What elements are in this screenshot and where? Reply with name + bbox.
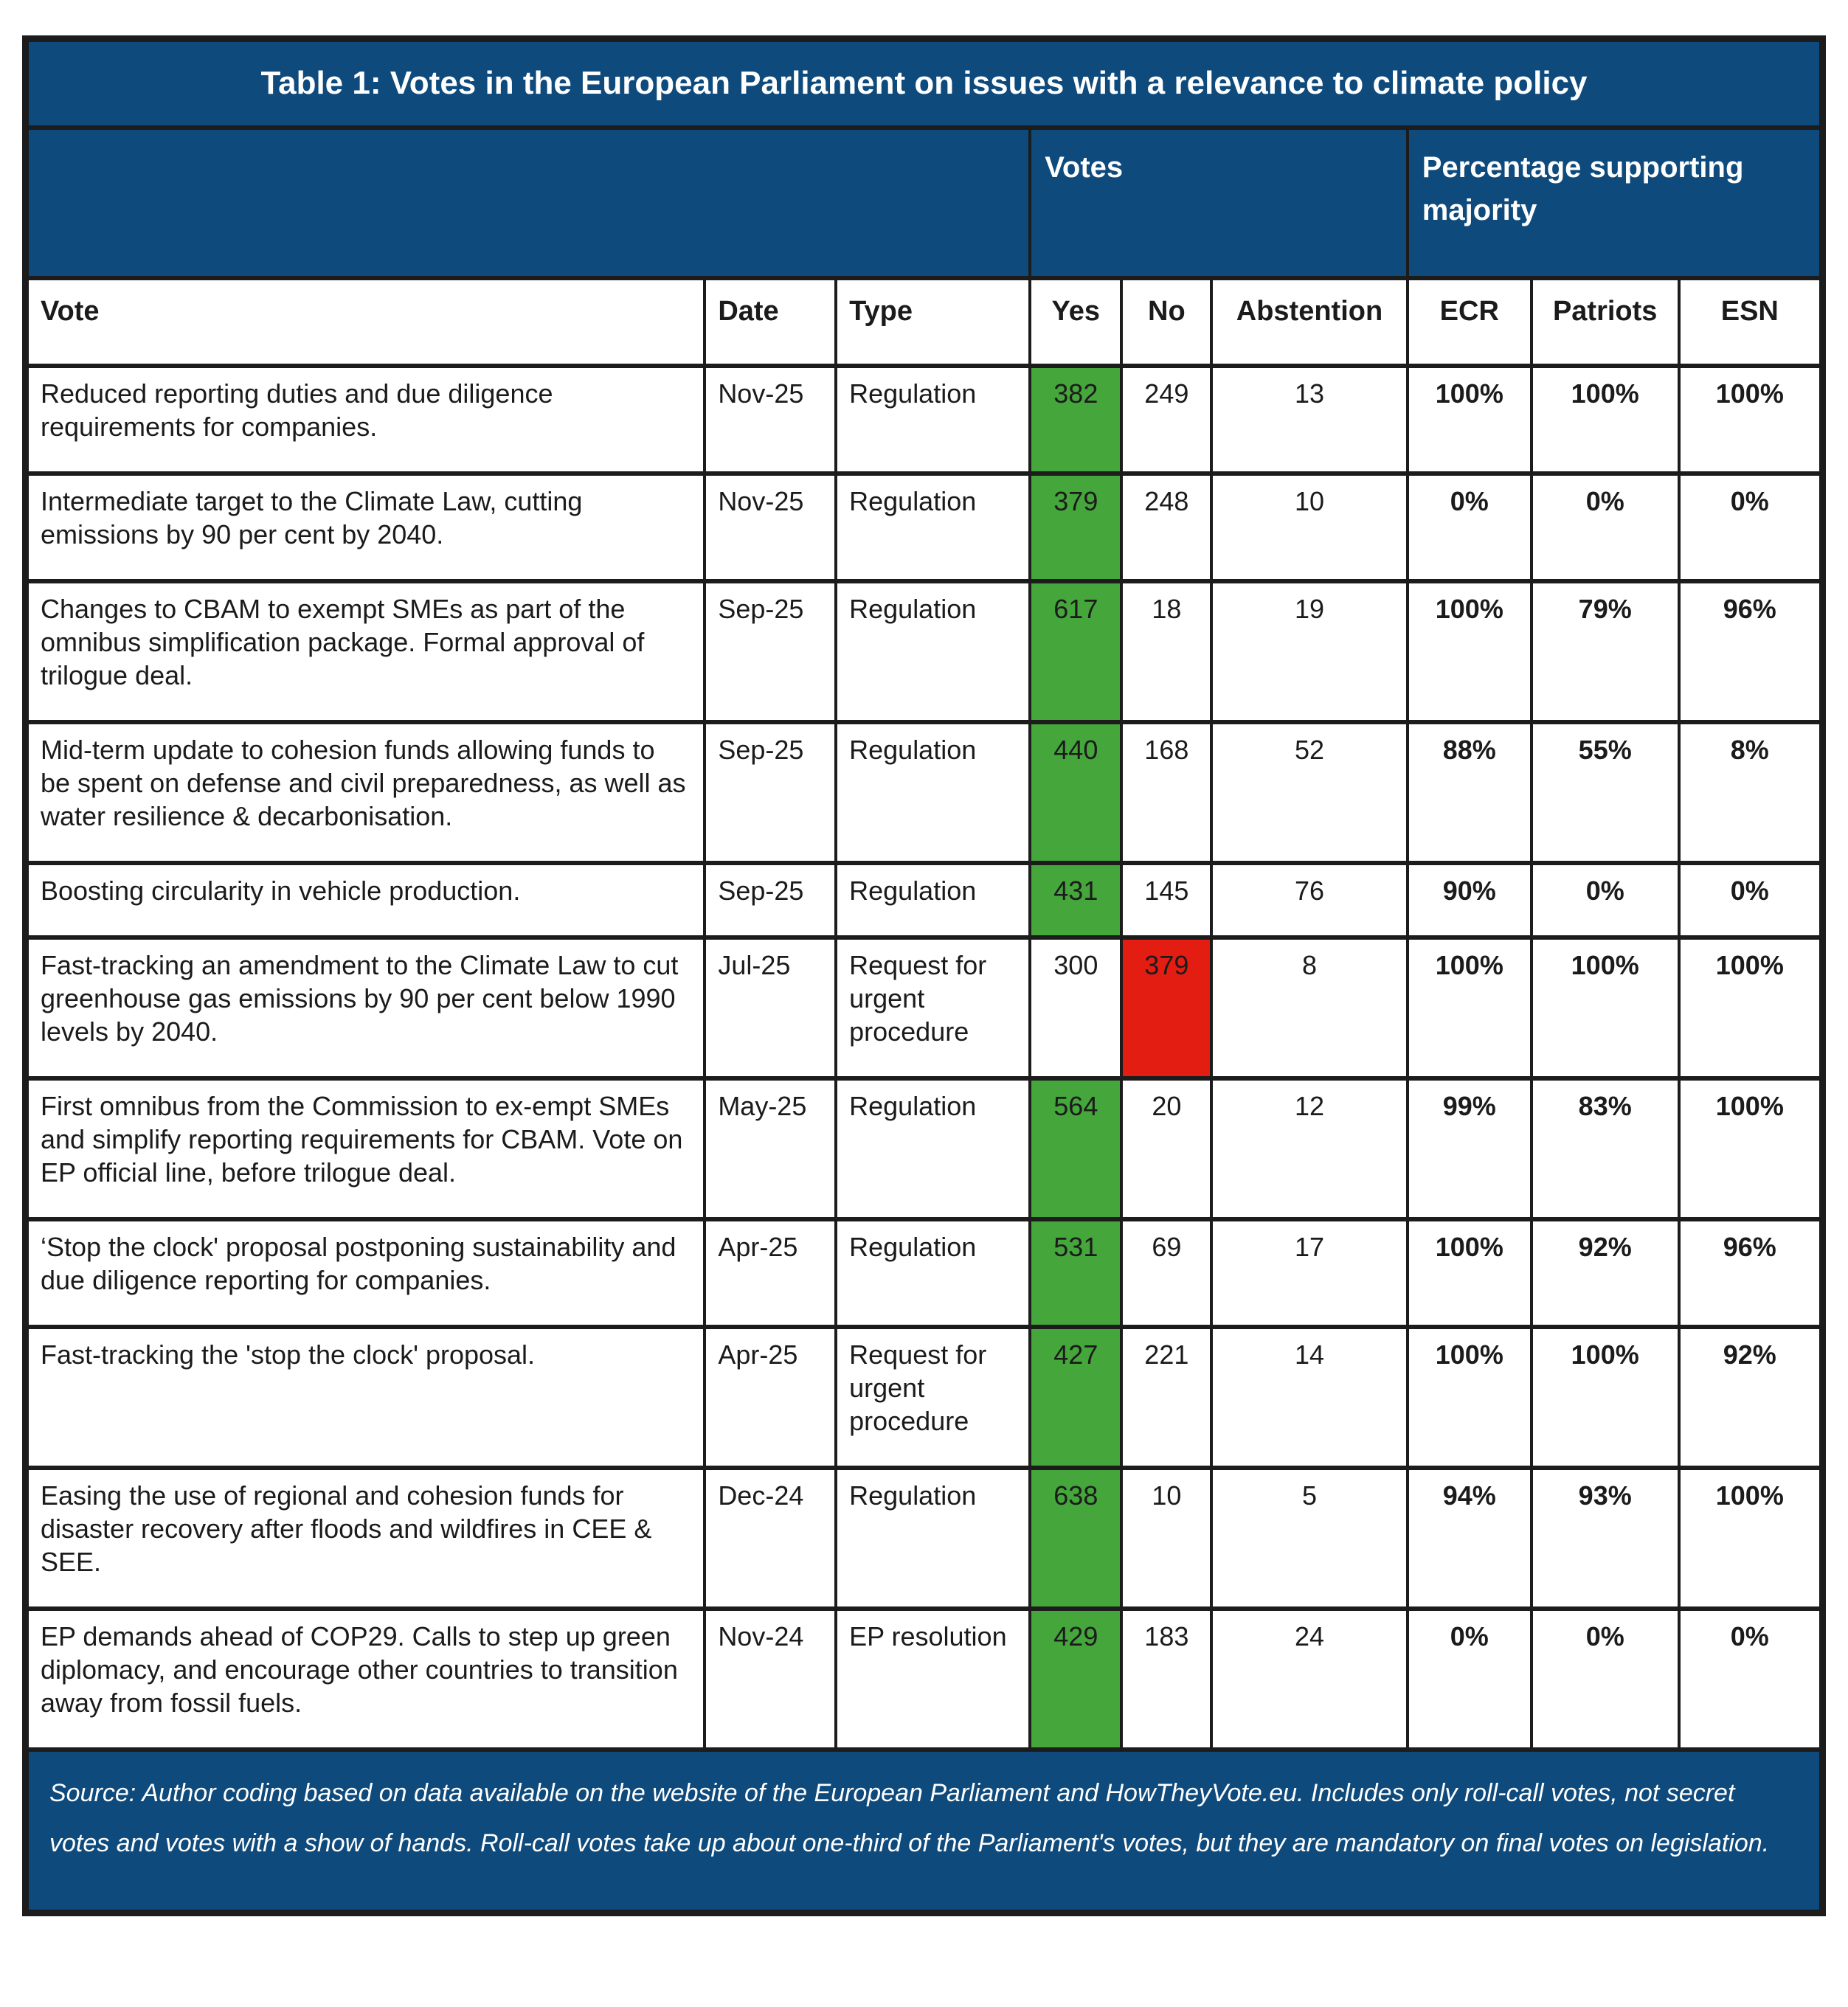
vote-description-cell: Changes to CBAM to exempt SMEs as part of the omnibus simplification package. Formal approval of trilogue deal. xyxy=(26,581,705,722)
ecr-percentage-cell: 100% xyxy=(1408,1327,1532,1468)
table-row xyxy=(26,722,1823,863)
ecr-percentage-cell: 99% xyxy=(1408,1078,1532,1219)
esn-percentage-cell: 100% xyxy=(1679,1078,1823,1219)
no-votes-cell: 248 xyxy=(1121,474,1211,581)
esn-percentage-cell: 92% xyxy=(1679,1327,1823,1468)
no-votes-cell: 221 xyxy=(1121,1327,1211,1468)
abstention-cell: 19 xyxy=(1211,581,1408,722)
type-cell: Regulation xyxy=(836,1219,1030,1327)
abstention-cell: 12 xyxy=(1211,1078,1408,1219)
abstention-cell: 52 xyxy=(1211,722,1408,863)
vote-description-cell: Mid-term update to cohesion funds allowing funds to be spent on defense and civil preparedness, as well as water resilience & decarbonisation. xyxy=(26,722,705,863)
yes-votes-cell: 431 xyxy=(1030,863,1121,937)
patriots-percentage-cell: 100% xyxy=(1532,1327,1679,1468)
date-cell: Nov-25 xyxy=(705,366,836,474)
yes-votes-cell: 300 xyxy=(1030,937,1121,1078)
vote-description-cell: Fast-tracking the 'stop the clock' proposal. xyxy=(26,1327,705,1468)
ecr-percentage-cell: 100% xyxy=(1408,1219,1532,1327)
abstention-cell: 17 xyxy=(1211,1219,1408,1327)
no-votes-cell: 10 xyxy=(1121,1468,1211,1609)
date-cell: Sep-25 xyxy=(705,863,836,937)
no-votes-cell: 20 xyxy=(1121,1078,1211,1219)
table-row xyxy=(26,1078,1823,1219)
esn-percentage-cell: 0% xyxy=(1679,863,1823,937)
type-cell: Request for urgent procedure xyxy=(836,1327,1030,1468)
patriots-percentage-cell: 92% xyxy=(1532,1219,1679,1327)
type-cell: Regulation xyxy=(836,722,1030,863)
yes-votes-cell: 379 xyxy=(1030,474,1121,581)
date-cell: Apr-25 xyxy=(705,1327,836,1468)
type-cell: EP resolution xyxy=(836,1609,1030,1750)
table-row xyxy=(26,1327,1823,1468)
yes-votes-cell: 440 xyxy=(1030,722,1121,863)
date-cell: Nov-24 xyxy=(705,1609,836,1750)
table-row xyxy=(26,474,1823,581)
no-votes-cell: 145 xyxy=(1121,863,1211,937)
vote-description-cell: EP demands ahead of COP29. Calls to step up green diplomacy, and encourage other countries to transition away from fossil fuels. xyxy=(26,1609,705,1750)
yes-votes-cell: 617 xyxy=(1030,581,1121,722)
group-header-spacer xyxy=(26,128,1031,278)
date-cell: May-25 xyxy=(705,1078,836,1219)
esn-percentage-cell: 8% xyxy=(1679,722,1823,863)
patriots-percentage-cell: 93% xyxy=(1532,1468,1679,1609)
abstention-cell: 10 xyxy=(1211,474,1408,581)
source-row xyxy=(26,1750,1823,1913)
yes-votes-cell: 564 xyxy=(1030,1078,1121,1219)
column-header-type: Type xyxy=(836,278,1030,367)
no-votes-cell: 168 xyxy=(1121,722,1211,863)
table-title: Table 1: Votes in the European Parliament on issues with a relevance to climate policy xyxy=(26,39,1823,128)
no-votes-cell: 69 xyxy=(1121,1219,1211,1327)
date-cell: Dec-24 xyxy=(705,1468,836,1609)
table-row xyxy=(26,366,1823,474)
type-cell: Regulation xyxy=(836,863,1030,937)
table-row xyxy=(26,937,1823,1078)
abstention-cell: 8 xyxy=(1211,937,1408,1078)
date-cell: Apr-25 xyxy=(705,1219,836,1327)
esn-percentage-cell: 96% xyxy=(1679,1219,1823,1327)
column-header-patriots: Patriots xyxy=(1532,278,1679,367)
votes-table xyxy=(22,35,1826,1916)
table-row xyxy=(26,863,1823,937)
vote-description-cell: Easing the use of regional and cohesion funds for disaster recovery after floods and wildfires in CEE & SEE. xyxy=(26,1468,705,1609)
abstention-cell: 13 xyxy=(1211,366,1408,474)
patriots-percentage-cell: 0% xyxy=(1532,474,1679,581)
esn-percentage-cell: 0% xyxy=(1679,474,1823,581)
ecr-percentage-cell: 90% xyxy=(1408,863,1532,937)
table-row xyxy=(26,1468,1823,1609)
esn-percentage-cell: 100% xyxy=(1679,1468,1823,1609)
type-cell: Regulation xyxy=(836,474,1030,581)
table-row xyxy=(26,1219,1823,1327)
type-cell: Regulation xyxy=(836,1468,1030,1609)
abstention-cell: 14 xyxy=(1211,1327,1408,1468)
ecr-percentage-cell: 100% xyxy=(1408,366,1532,474)
no-votes-cell: 249 xyxy=(1121,366,1211,474)
vote-description-cell: First omnibus from the Commission to ex-empt SMEs and simplify reporting requirements for CBAM. Vote on EP official line, before trilogue deal. xyxy=(26,1078,705,1219)
group-header-row xyxy=(26,128,1823,278)
column-header-vote: Vote xyxy=(26,278,705,367)
column-header-abstention: Abstention xyxy=(1211,278,1408,367)
abstention-cell: 24 xyxy=(1211,1609,1408,1750)
vote-description-cell: Intermediate target to the Climate Law, cutting emissions by 90 per cent by 2040. xyxy=(26,474,705,581)
type-cell: Regulation xyxy=(836,1078,1030,1219)
yes-votes-cell: 531 xyxy=(1030,1219,1121,1327)
esn-percentage-cell: 100% xyxy=(1679,366,1823,474)
esn-percentage-cell: 96% xyxy=(1679,581,1823,722)
group-header-votes: Votes xyxy=(1030,128,1408,278)
column-header-row xyxy=(26,278,1823,367)
abstention-cell: 76 xyxy=(1211,863,1408,937)
patriots-percentage-cell: 0% xyxy=(1532,1609,1679,1750)
patriots-percentage-cell: 0% xyxy=(1532,863,1679,937)
ecr-percentage-cell: 88% xyxy=(1408,722,1532,863)
vote-description-cell: ‘Stop the clock' proposal postponing sustainability and due diligence reporting for companies. xyxy=(26,1219,705,1327)
abstention-cell: 5 xyxy=(1211,1468,1408,1609)
column-header-date: Date xyxy=(705,278,836,367)
esn-percentage-cell: 100% xyxy=(1679,937,1823,1078)
ecr-percentage-cell: 100% xyxy=(1408,937,1532,1078)
date-cell: Sep-25 xyxy=(705,722,836,863)
title-row xyxy=(26,39,1823,128)
vote-description-cell: Fast-tracking an amendment to the Climate Law to cut greenhouse gas emissions by 90 per cent below 1990 levels by 2040. xyxy=(26,937,705,1078)
patriots-percentage-cell: 79% xyxy=(1532,581,1679,722)
patriots-percentage-cell: 83% xyxy=(1532,1078,1679,1219)
vote-description-cell: Boosting circularity in vehicle production. xyxy=(26,863,705,937)
group-header-percentage-supporting-majority: Percentage supporting majority xyxy=(1408,128,1823,278)
column-header-ecr: ECR xyxy=(1408,278,1532,367)
esn-percentage-cell: 0% xyxy=(1679,1609,1823,1750)
table-row xyxy=(26,581,1823,722)
no-votes-cell: 183 xyxy=(1121,1609,1211,1750)
type-cell: Regulation xyxy=(836,581,1030,722)
table-row xyxy=(26,1609,1823,1750)
column-header-esn: ESN xyxy=(1679,278,1823,367)
ecr-percentage-cell: 100% xyxy=(1408,581,1532,722)
column-header-no: No xyxy=(1121,278,1211,367)
date-cell: Sep-25 xyxy=(705,581,836,722)
ecr-percentage-cell: 0% xyxy=(1408,1609,1532,1750)
ecr-percentage-cell: 0% xyxy=(1408,474,1532,581)
type-cell: Regulation xyxy=(836,366,1030,474)
type-cell: Request for urgent procedure xyxy=(836,937,1030,1078)
yes-votes-cell: 427 xyxy=(1030,1327,1121,1468)
date-cell: Jul-25 xyxy=(705,937,836,1078)
ecr-percentage-cell: 94% xyxy=(1408,1468,1532,1609)
no-votes-cell: 379 xyxy=(1121,937,1211,1078)
yes-votes-cell: 429 xyxy=(1030,1609,1121,1750)
patriots-percentage-cell: 55% xyxy=(1532,722,1679,863)
column-header-yes: Yes xyxy=(1030,278,1121,367)
patriots-percentage-cell: 100% xyxy=(1532,937,1679,1078)
yes-votes-cell: 382 xyxy=(1030,366,1121,474)
date-cell: Nov-25 xyxy=(705,474,836,581)
source-note: Source: Author coding based on data available on the website of the European Parliament and HowTheyVote.eu. Includes only roll-call votes, not secret votes and votes with a show of hands. Roll-call votes take up about one-third of the Parliament's votes, but they are mandatory on final votes on legislation. xyxy=(26,1750,1823,1913)
vote-description-cell: Reduced reporting duties and due diligence requirements for companies. xyxy=(26,366,705,474)
patriots-percentage-cell: 100% xyxy=(1532,366,1679,474)
no-votes-cell: 18 xyxy=(1121,581,1211,722)
yes-votes-cell: 638 xyxy=(1030,1468,1121,1609)
